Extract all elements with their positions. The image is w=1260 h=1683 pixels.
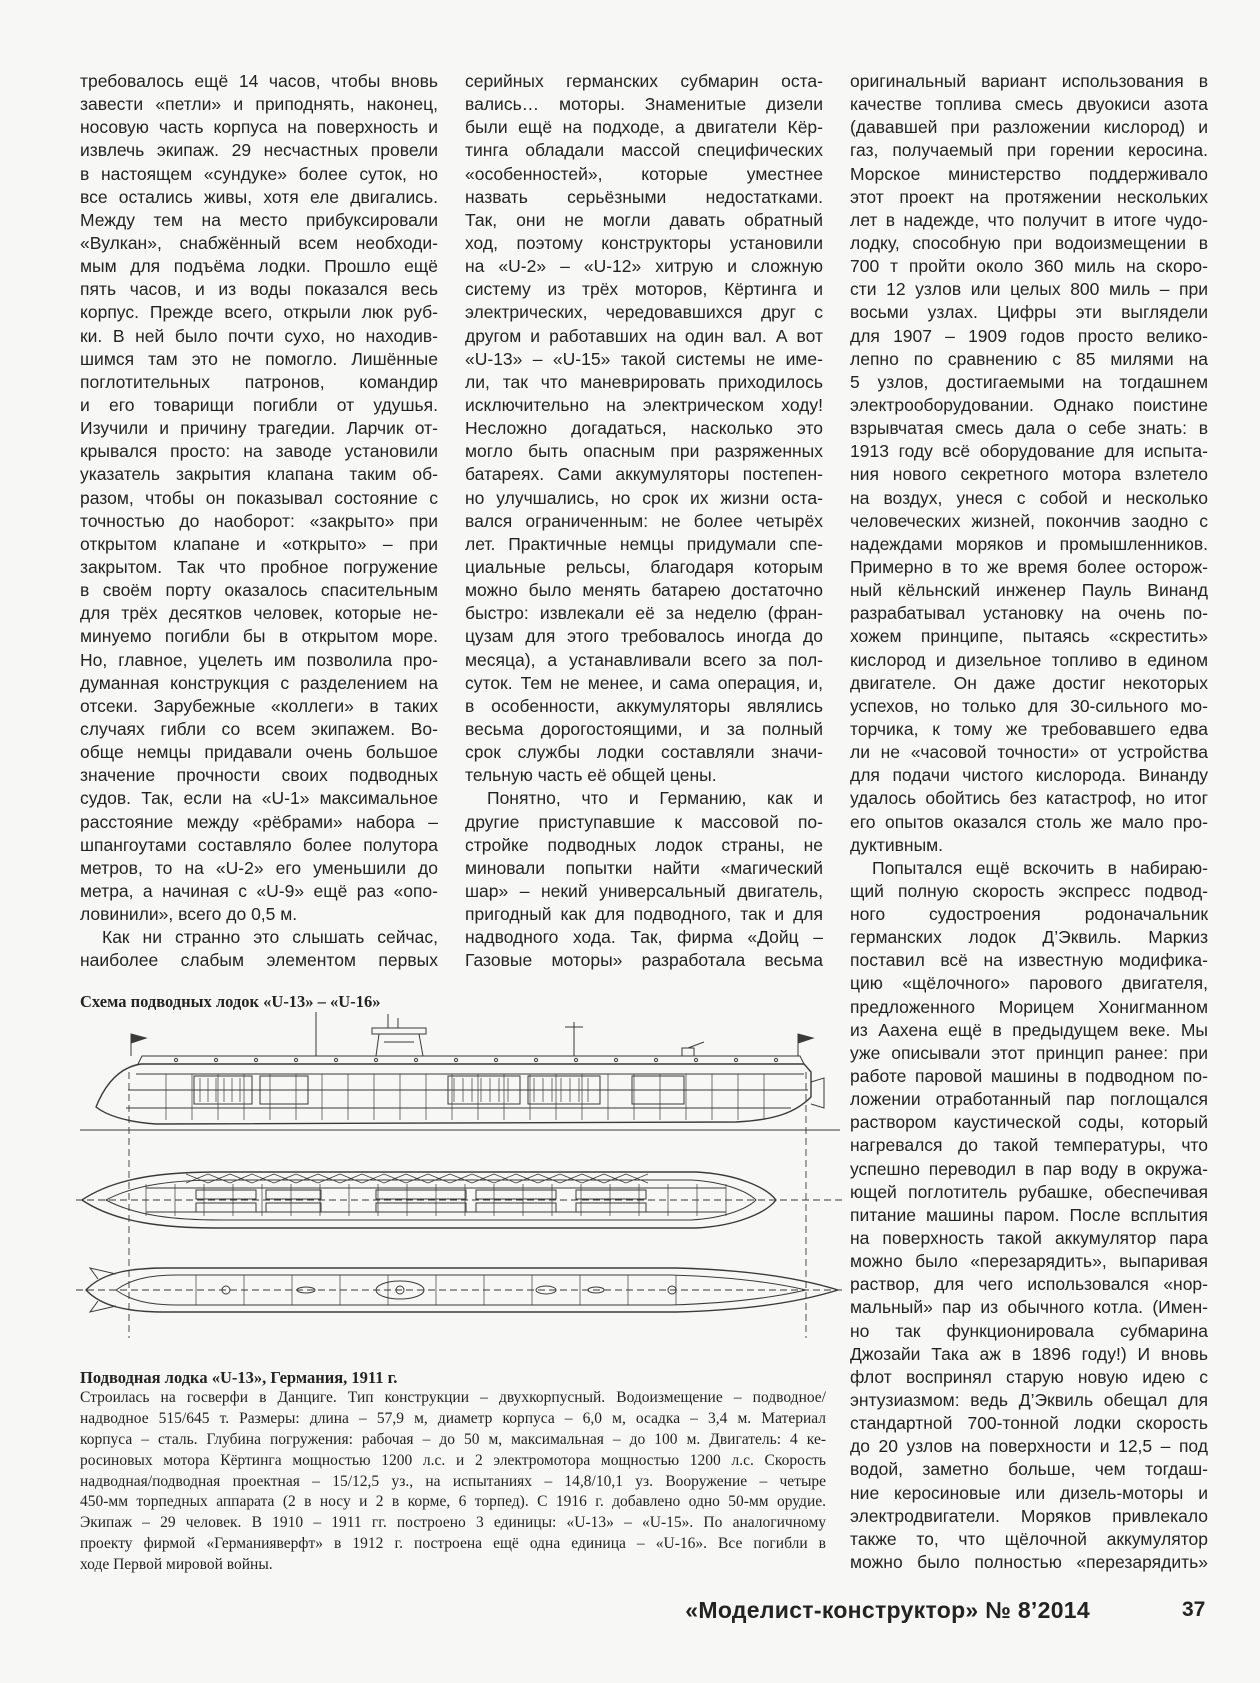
text-line: щий полную скорость экспресс подвод- [850,880,1208,901]
text-line: предложенного Морицем Хонигманном [850,996,1208,1017]
text-line: пригодный как для подводного, так и для [465,904,823,925]
text-line: корпус. Прежде всего, открыли люк руб- [80,302,438,323]
text-line: извлечь экипаж. 29 несчастных провели [80,140,438,161]
footer-magazine: «Моделист-конструктор» № 8’2014 [685,1597,1090,1623]
text-line: ния нового секретного мотора взлетело [850,464,1208,485]
text-line: ложении отработанный пар поглощался [850,1089,1208,1110]
figure-title: Схема подводных лодок «U-13» – «U-16» [80,992,381,1011]
text-line: (дававшей при разложении кислород) и [850,117,1208,138]
text-line: другом и работавших на один вал. А вот [465,325,823,346]
text-line: исключительно на электрическом ходу! [465,394,823,415]
text-line: суток. Тем не менее, и сама операция, и, [465,672,823,693]
text-line: миновали попытки найти «магический [465,857,823,878]
text-line: но улучшались, но срок их жизни оста- [465,487,823,508]
text-line: Между тем на место прибуксировали [80,209,438,230]
text-line: ловинили», всего до 0,5 м. [80,904,298,925]
side-deck-vent [654,1058,657,1061]
text-line: и его товарищи погибли от удушья. [80,394,438,415]
text-line: вались… моторы. Знаменитые дизели [465,94,823,115]
text-line: водой, заметно больше, чем тогдаш- [850,1459,1208,1480]
text-line: точностью до наоборот: «закрыто» при [80,510,438,531]
text-line: надводного хода. Так, фирма «Дойц – [465,927,823,948]
submarine-diagram [76,1012,846,1342]
text-line: отсеки. Зарубежные «коллеги» в таких [80,695,438,716]
side-deck-vent [774,1058,777,1061]
text-line: успехов, но только для 30-сильного мо- [850,695,1208,716]
text-line: взрывчатая смесь дала о себе знать: в [850,418,1208,439]
text-line: ние керосиновые или дизель-моторы и [850,1482,1208,1503]
text-line: качестве топлива смесь двуокиси азота [850,94,1208,115]
paragraph [850,857,1208,1574]
text-line: метра, а начиная с «U-9» ещё раз «опо- [80,880,438,901]
text-line: Как ни странно это слышать сейчас, [102,927,438,948]
text-line: завести «петли» и приподнять, наконец, [80,94,438,115]
deck-gun-barrel [688,1042,704,1048]
side-hull-outline [96,1064,811,1124]
text-line: требовалось ещё 14 часов, чтобы вновь [80,71,438,91]
text-line: Но, главное, уцелеть им позволила про- [80,649,438,670]
deck-compartment [196,1190,256,1199]
text-line: его опытов оказался столь же мало про- [850,811,1208,832]
text-line: стройке подводных лодок страны, не [465,834,823,855]
text-line: разом, чтобы он показывал состояние с [80,487,438,508]
text-line: были ещё на подходе, а двигатели Кёр- [465,117,823,138]
text-line: электродвигатели. Моряков привлекало [850,1505,1208,1526]
text-line: назвать серьёзными недостатками. [465,186,823,207]
text-line: газ, получаемый при горении керосина. [850,140,1208,161]
text-line: можно было «перезарядить», выпаривая [850,1251,1208,1272]
side-deck-vent [694,1058,697,1061]
text-line: электрических, чередовавшихся друг с [465,302,823,323]
text-line: значение прочности своих подводных [80,765,438,786]
text-line: закрытом. Так что пробное погружение [80,556,438,577]
text-line: указатель закрытия клапана таким об- [80,464,438,485]
text-line: оригинальный вариант использования в [850,71,1208,91]
side-deck-vent [494,1058,497,1061]
text-line: наиболее слабым элементом первых [80,950,438,971]
text-line: срок службы лодки составляли значи- [465,742,823,763]
text-line: на воздух, унеся с собой и несколько [850,487,1208,508]
stern-flag [798,1034,813,1043]
text-line: для 1907 – 1909 годов просто велико- [850,325,1208,346]
text-line: 700 т пройти около 360 миль на скоро- [850,256,1208,277]
deck-gun-mount [682,1048,694,1056]
text-line: германских лодок Д’Эквиль. Маркиз [850,927,1208,948]
text-line: пять часов, и из воды показался весь [80,279,438,300]
text-line: раствор, для чего использовался «нор- [850,1274,1208,1295]
paragraph [465,787,823,972]
text-line: тинга обладали массой специфических [465,140,823,161]
figure-caption [80,1388,826,1576]
text-line: Изучили и причину трагедии. Ларчик от- [80,418,438,439]
paragraph [465,70,823,787]
text-line: кислород и дизельное топливо в едином [850,649,1208,670]
text-line: уже описывали этот принцип ранее: при [850,1042,1208,1063]
text-line: серийных германских субмарин оста- [465,71,823,91]
text-line: лет. Практичные немцы придумали спе- [465,533,823,554]
text-line: в особенности, аккумуляторы являлись [465,695,823,716]
text-line: мальный» пар из обычного котла. (Имен- [850,1297,1208,1318]
text-line: для подачи чистого кислорода. Винанду [850,765,1208,786]
side-deck-vent [734,1058,737,1061]
text-line: для трёх десятков человек, которые не- [80,603,438,624]
side-deck-vent [614,1058,617,1061]
side-deck-vent [574,1058,577,1061]
side-deck-casing [138,1056,804,1064]
text-line: ли, так что маневрировать приходилось [465,371,823,392]
deck-compartment [376,1190,466,1199]
deck-compartment [476,1190,556,1199]
side-deck-vent [374,1058,377,1061]
text-line: «Вулкан», снабжённый всем необходи- [80,232,438,253]
text-column-1 [80,70,438,972]
text-line: флот воспринял старую новую идею с [850,1366,1208,1387]
text-line: лодку, способную при водоизмещении в [850,232,1208,253]
text-line: энтузиазмом: ведь Д’Эквиль обещал для [850,1390,1208,1411]
text-line: можно было полностью «перезарядить» [850,1552,1208,1572]
caption-line: корпуса – сталь. Глубина погружения: рабочая – до 50 м, максимальная – до 100 м. Двигатель: 4 ке- [80,1430,826,1448]
caption-line: проекту фирмой «Германияверфт» в 1912 г. построена ещё одна единица – «U-16». Все погибли в [80,1535,826,1553]
hull-plan [76,1268,842,1312]
text-line: обще немцы придавали очень большое [80,742,438,763]
text-column-2 [465,70,823,972]
paragraph [80,926,438,972]
text-line: электрооборудовании. Однако поистине [850,394,1208,415]
text-line: можно было менять батарею достаточно [465,580,823,601]
deck-plan [76,1172,842,1228]
text-line: ки. В ней было почти сухо, но находив- [80,325,438,346]
deck-compartment [266,1203,321,1212]
text-line: двигателе. Он даже достиг некоторых [850,672,1208,693]
text-line: Так, они не могли давать обратный [465,209,823,230]
text-line: «U-13» – «U-15» такой системы не име- [465,348,823,369]
text-line: человеческих жизней, покончив заодно с [850,510,1208,531]
text-column-3 [850,70,1208,1574]
text-line: надеждами моряков и промышленников. [850,533,1208,554]
text-line: ный кёльнский инженер Пауль Винанд [850,580,1208,601]
text-line: дуктивным. [850,834,944,855]
text-line: 5 узлов, достигаемыми на тогдашнем [850,371,1208,392]
text-line: но так функционировала субмарина [850,1320,1208,1341]
text-line: расстояние между «рёбрами» набора – [80,811,438,832]
text-line: ющей поглотитель рубашке, обеспечивая [850,1181,1208,1202]
deck-compartment [476,1203,556,1212]
text-line: на поверхность такой аккумулятор пара [850,1228,1208,1249]
text-line: цузам для этого требовалось иногда до [465,626,823,647]
deck-compartment [576,1190,646,1199]
side-deck-vent [294,1058,297,1061]
text-line: из Аахена ещё в предыдущем веке. Мы [850,1019,1208,1040]
text-line: 1913 году всё оборудование для испыта- [850,441,1208,462]
text-line: лет в надежде, что получит в итоге чудо- [850,209,1208,230]
side-view [80,1012,840,1130]
text-line: «особенностей», которые уместнее [465,163,823,184]
text-line: носовую часть корпуса на поверхность и [80,117,438,138]
text-line: мым для подъёма лодки. Прошло ещё [80,256,438,277]
text-line: шар» – некий универсальный двигатель, [465,880,823,901]
caption-line: 450-мм торпедных аппарата (2 в носу и 2 в корме, 6 торпед). С 1916 г. добавлено одно 50-мм орудие. [80,1493,826,1511]
text-line: работе паровой машины в подводном по- [850,1066,1208,1087]
text-line: судов. Так, если на «U-1» максимальное [80,788,438,809]
text-line: в своём порту оказалось спасительным [80,580,438,601]
text-line: систему из трёх моторов, Кёртинга и [465,279,823,300]
text-line: раствором каустической соды, который [850,1112,1208,1133]
conning-tower-bridge [372,1028,426,1034]
side-deck-vent [334,1058,337,1061]
text-line: лепно по сравнению с 85 милями на [850,348,1208,369]
text-line: шимся там это не помогло. Лишённые [80,348,438,369]
text-line: Попытался ещё вскочить в набираю- [872,857,1208,878]
paragraph [80,70,438,926]
text-line: Несложно догадаться, насколько это [465,418,823,439]
text-line: метров, то на «U-2» его уменьшили до [80,857,438,878]
text-line: ли не «часовой точности» от устройства [850,742,1208,763]
text-line: батареях. Сами аккумуляторы постепен- [465,464,823,485]
text-line: хожем принципе, пытаясь «скрестить» [850,626,1208,647]
text-line: все остались живы, хотя еле двигались. [80,186,438,207]
paragraph [850,70,1208,857]
side-deck-vent [174,1058,177,1061]
text-line: поставил всё на известную модифика- [850,950,1208,971]
text-line: минуемо погибли бы в открытом море. [80,626,438,647]
text-line: открытом клапане и «открыто» – при [80,533,438,554]
caption-line: росиновых мотора Кёртинга мощностью 1200 л.с. и 2 электромотора мощностью 1200 л.с. Скорость [80,1451,826,1469]
text-line: также то, что щёлочной аккумулятор [850,1528,1208,1549]
text-line: успешно переводил в пар воду в окружа- [850,1158,1208,1179]
bow-flag [131,1034,146,1043]
text-line: стандартной 700-тонной лодки скорость [850,1413,1208,1434]
text-line: поглотительных патронов, командир [80,371,438,392]
side-deck-vent [254,1058,257,1061]
caption-line: Экипаж – 29 человек. В 1910 – 1911 гг. построено 3 единицы: «U-13» – «U-15». По аналогичному [80,1514,826,1532]
text-line: Джозайи Така аж в 1896 году!) И вновь [850,1343,1208,1364]
caption-line: ходе Первой мировой войны. [80,1556,273,1574]
text-line: шпангоутами составляло более полутора [80,834,438,855]
side-deck-vent [454,1058,457,1061]
text-line: могло быть опасным при разряженных [465,441,823,462]
deck-compartment [266,1190,321,1199]
deck-compartment [576,1203,646,1212]
text-line: этот проект на протяжении нескольких [850,186,1208,207]
text-line: думанная конструкция с разделением на [80,672,438,693]
text-line: Морское министерство поддерживало [850,163,1208,184]
deck-compartment [376,1203,466,1212]
text-line: торчика, к тому же требовавшего едва [850,718,1208,739]
text-line: весьма дорогостоящими, и за полный [465,718,823,739]
text-line: удалось обойтись без катастроф, но итог [850,788,1208,809]
text-line: случаях гибли со всем экипажем. Во- [80,718,438,739]
text-line: цию «щёлочного» парового двигателя, [850,973,1208,994]
side-deck-vent [534,1058,537,1061]
text-line: ход, поэтому конструкторы установили [465,232,823,253]
conning-tower [376,1034,423,1056]
caption-line: надводная/подводная проектная – 15/12,5 уз., на испытаниях – 14,8/10,1 уз. Вооружение – четыре [80,1472,826,1490]
text-line: питание машины паром. После всплытия [850,1204,1208,1225]
text-line: нагревался до такой температуры, что [850,1135,1208,1156]
text-line: на «U-2» – «U-12» хитрую и сложную [465,256,823,277]
text-line: разрабатывал установку на очень по- [850,603,1208,624]
text-line: в настоящем «сундуке» более суток, но [80,163,438,184]
text-line: сти 12 узлов или целых 800 миль – при [850,279,1208,300]
side-deck-vent [414,1058,417,1061]
page-number: 37 [1182,1598,1206,1621]
text-line: месяца), а устанавливали всего за пол- [465,649,823,670]
text-line: другие приступавшие к массовой по- [465,811,823,832]
text-line: быстро: извлекали её за неделю (фран- [465,603,823,624]
rudder [811,1078,824,1108]
text-line: тельную часть её общей цены. [465,765,717,786]
text-line: циальные рельсы, благодаря которым [465,556,823,577]
side-deck-vent [214,1058,217,1061]
text-line: вался ограниченным: не более четырёх [465,510,823,531]
deck-compartment [196,1203,256,1212]
caption-line: надводное 515/645 т. Размеры: длина – 57,9 м, диаметр корпуса – 6,0 м, осадка – 3,4 м. Материал [80,1409,826,1427]
text-line: до 20 узлов на поверхности и 12,5 – под [850,1436,1208,1457]
text-line: Газовые моторы» разработала весьма [465,950,823,971]
text-line: Понятно, что и Германию, как и [487,788,823,809]
caption-title: Подводная лодка «U-13», Германия, 1911 г. [80,1368,398,1387]
text-line: восьми узлах. Цифры эти выглядели [850,302,1208,323]
text-line: крывался просто: на заводе установили [80,441,438,462]
caption-line: Строилась на госверфи в Данциге. Тип конструкции – двухкорпусный. Водоизмещение – подводное/ [80,1389,826,1406]
text-line: ного судостроения родоначальник [850,904,1208,925]
text-line: Примерно в то же время более осторож- [850,556,1208,577]
